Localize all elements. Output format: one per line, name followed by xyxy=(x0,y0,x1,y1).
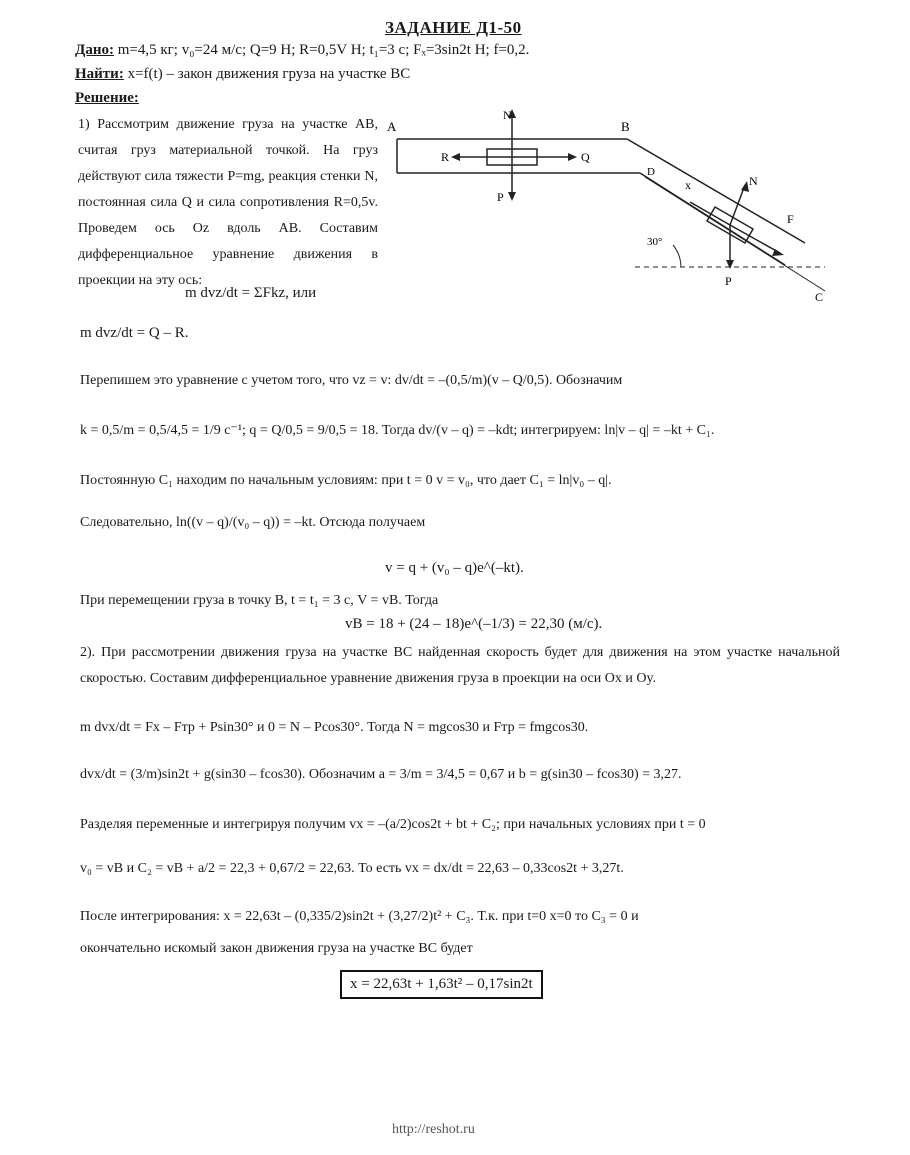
find-text: x=f(t) – закон движения груза на участке BC xyxy=(127,66,411,82)
section2-eq2: dvx/dt = (3/m)sin2t + g(sin30 – fcos30). Обозначим a = 3/m = 3/4,5 = 0,67 и b = g(sin30 – fcos30) = 3,27. xyxy=(80,767,682,782)
footer-url: http://reshot.ru xyxy=(392,1122,475,1137)
label-x: x xyxy=(685,178,691,192)
section2-eq4: v₀ = vB и C₂ = vB + a/2 = 22,3 + 0,67/2 = 22,63. То есть vx = dx/dt = 22,63 – 0,33cos2t + 3,27t. xyxy=(80,861,624,876)
final-answer-box: x = 22,63t + 1,63t² – 0,17sin2t xyxy=(340,970,543,999)
given-text: m=4,5 кг; v₀=24 м/с; Q=9 Н; R=0,5V Н; t₁=3 с; Fₓ=3sin2t Н; f=0,2. xyxy=(117,42,530,58)
section2-eq5: После интегрирования: x = 22,63t – (0,335/2)sin2t + (3,27/2)t² + C₃. Т.к. при t=0 x=0 то C₃ = 0 и xyxy=(80,909,639,924)
section1-p5: Следовательно, ln((v – q)/(v₀ – q)) = –kt. Отсюда получаем xyxy=(80,515,426,530)
label-angle: 30° xyxy=(647,236,663,248)
section1-p2: Перепишем это уравнение с учетом того, что vz = v: dv/dt = –(0,5/m)(v – Q/0,5). Обозначим xyxy=(80,373,623,388)
label-p2: P xyxy=(725,274,732,288)
section2-eq3: Разделяя переменные и интегрируя получим vx = –(a/2)cos2t + bt + C₂; при начальных условиях при t = 0 xyxy=(80,817,706,832)
section2-intro: 2). При рассмотрении движения груза на участке BC найденная скорость будет для движения на этом участке начальной скоростью. Составим дифференциальное уравнение движения груза в проекции на оси Ox и Oy. xyxy=(80,645,840,686)
eq-general: m dvz/dt = ΣFkz, или xyxy=(185,285,317,301)
page-title: ЗАДАНИЕ Д1-50 xyxy=(385,18,522,37)
label-c: C xyxy=(815,290,824,304)
label-b: B xyxy=(621,119,630,134)
label-n: N xyxy=(503,108,512,122)
eq-ab: m dvz/dt = Q – R. xyxy=(80,325,189,341)
label-r: R xyxy=(441,150,450,164)
section1-p4: Постоянную C₁ находим по начальным условиям: при t = 0 v = v₀, что дает C₁ = ln|v₀ – q|. xyxy=(80,473,612,488)
eq-v: v = q + (v₀ – q)e^(–kt). xyxy=(385,560,524,576)
label-p: P xyxy=(497,190,504,204)
section1-p6: При перемещении груза в точку B, t = t₁ = 3 с, V = vB. Тогда xyxy=(80,593,439,608)
label-d: D xyxy=(647,166,655,178)
section1-intro: 1) Рассмотрим движение груза на участке AB, считая груз материальной точкой. На груз действуют сила тяжести P=mg, реакция стенки N, постоянная сила Q и сила сопротивления R=0,5v. Проведем ось Oz вдоль AB. Составим дифференциальное уравнение движения в проекции на эту ось: xyxy=(78,117,378,288)
section2-eq6: окончательно искомый закон движения груза на участке BC будет xyxy=(80,941,473,956)
find-label: Найти: xyxy=(75,66,124,82)
solution-label: Решение: xyxy=(75,90,139,106)
mechanics-diagram xyxy=(385,105,845,305)
find-line xyxy=(75,66,410,83)
label-q: Q xyxy=(581,150,590,164)
given-line xyxy=(75,42,529,59)
label-n2: N xyxy=(749,174,758,188)
label-a: A xyxy=(387,119,397,134)
label-f: F xyxy=(787,212,794,226)
given-label: Дано: xyxy=(75,42,114,58)
section2-eq1: m dvx/dt = Fx – Fтр + Psin30° и 0 = N – Pcos30°. Тогда N = mgcos30 и Fтр = fmgcos30. xyxy=(80,720,589,735)
eq-vb: vB = 18 + (24 – 18)e^(–1/3) = 22,30 (м/с). xyxy=(345,616,603,632)
section1-p3: k = 0,5/m = 0,5/4,5 = 1/9 с⁻¹; q = Q/0,5 = 9/0,5 = 18. Тогда dv/(v – q) = –kdt; интегрируем: ln|v – q| = –kt + C₁. xyxy=(80,423,715,438)
